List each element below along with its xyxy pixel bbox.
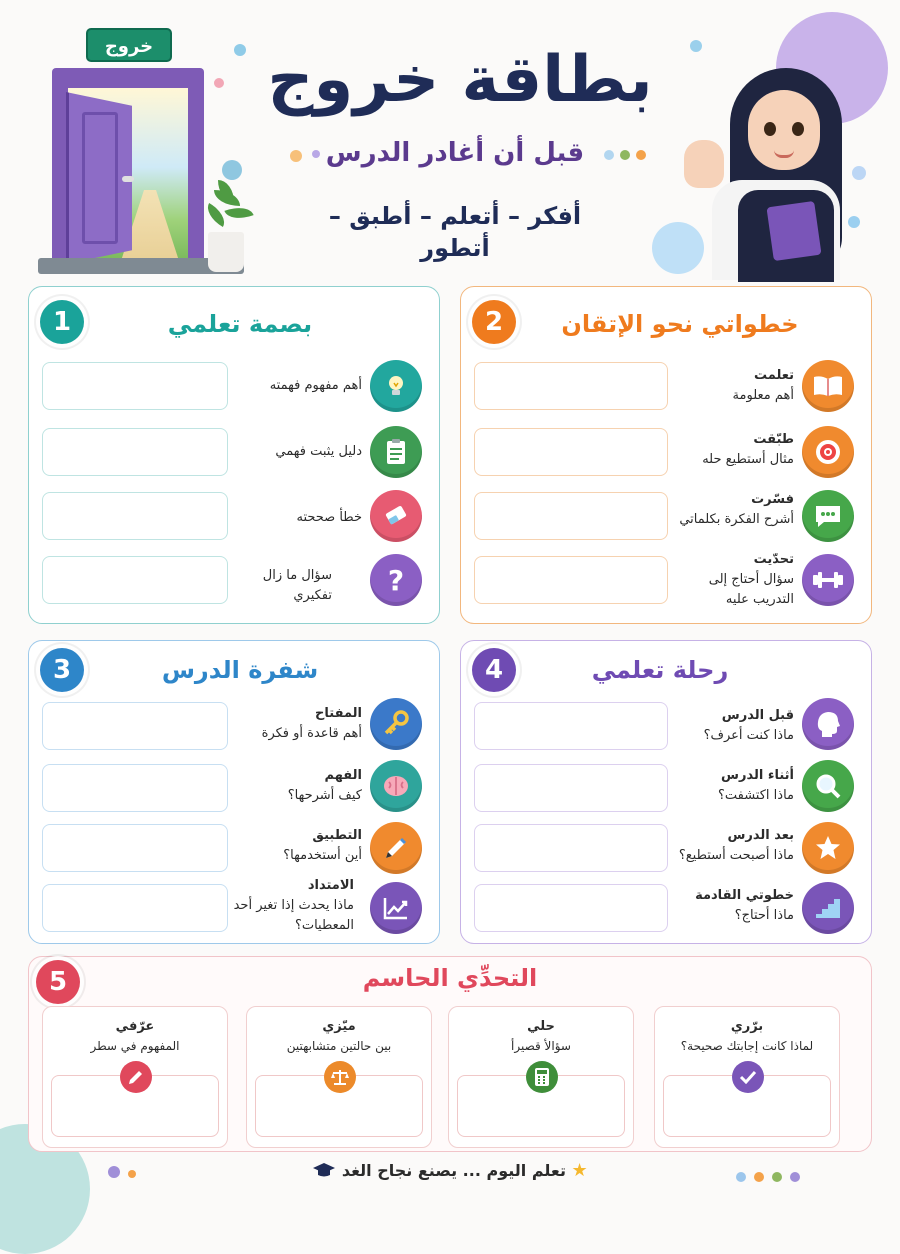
key-icon [370,698,422,750]
card-4-row-2-answer-box[interactable] [474,764,668,812]
card-1-row-3-answer-box[interactable] [42,492,228,540]
decor-dot [222,160,242,180]
decor-dot [736,1172,746,1182]
challenge-item-solve [448,1006,634,1148]
challenge-item-1-head: برّري [730,1019,764,1034]
page-title: بطاقة خروج [267,43,653,117]
question-icon: ? [370,554,422,606]
card-5-badge: 5 [36,960,80,1004]
check-icon [732,1061,764,1093]
card-2-row-3-answer-box[interactable] [474,492,668,540]
decor-dot [852,166,866,180]
card-4-row-3-answer-box[interactable] [474,824,668,872]
challenge-item-3-head: ميّزي [322,1019,356,1034]
card-3-row-1-label: المفتاح أهم قاعدة أو فكرة [261,706,362,741]
decor-dot [128,1170,136,1178]
challenge-item-3-text: بين حالتين متشابهتين [286,1039,392,1053]
card-1-title: بصمة تعلمي [167,310,313,338]
card-1-badge: 1 [40,300,84,344]
card-4-row-4-label: خطوتي القادمة ماذا أحتاج؟ [695,888,794,923]
card-1-row-1-label: أهم مفهوم فهمته [269,378,362,393]
challenge-item-1-text: لماذا كانت إجابتك صحيحة؟ [680,1039,814,1053]
dumbbell-icon [802,554,854,606]
card-4-row-4-answer-box[interactable] [474,884,668,932]
star-icon: ★ [571,1160,588,1181]
graduation-cap-icon [312,1161,336,1183]
star-icon [802,822,854,874]
lightbulb-icon [370,360,422,412]
challenge-item-2-head: حلي [527,1019,555,1034]
decor-dot [108,1166,120,1178]
card-4-title: رحلة تعلمي [591,656,729,684]
card-3-badge: 3 [40,648,84,692]
decor-dot [636,150,646,160]
card-2-row-1-answer-box[interactable] [474,362,668,410]
card-1-row-2-label: دليل يثبت فهمي [275,444,362,459]
footer-slogan [300,1160,600,1183]
stairs-icon [802,882,854,934]
card-4-row-1-label: قبل الدرس ماذا كنت أعرف؟ [703,708,794,743]
card-2-title: خطواتي نحو الإتقان [561,310,799,338]
card-2-row-4-answer-box[interactable] [474,556,668,604]
target-icon [802,426,854,478]
card-1-row-4-answer-box[interactable] [42,556,228,604]
card-1-row-1-answer-box[interactable] [42,362,228,410]
calculator-icon [526,1061,558,1093]
card-2-row-4-label: تحدّيت سؤال أحتاج إلى التدريب عليه [708,552,794,607]
card-1-row-4-label: سؤال ما زال تفكيري [262,568,332,603]
card-5-title: التحدِّي الحاسم [362,964,538,992]
brain-icon [370,760,422,812]
decor-dot [604,150,614,160]
card-3-row-2-label: الفهم كيف أشرحها؟ [287,768,362,803]
card-3-title: شفرة الدرس [161,656,319,684]
decor-dot [772,1172,782,1182]
card-2-badge: 2 [472,300,516,344]
decor-dot [290,150,302,162]
challenge-item-2-text: سؤالأ قصيرأ [511,1039,571,1053]
card-1-row-3-label: خطأ صححته [296,510,362,525]
exit-sign: خروج [86,28,172,62]
decor-dot [620,150,630,160]
page-subtitle: قبل أن أغادر الدرس [325,138,585,168]
challenge-item-4-text: المفهوم في سطر [90,1039,180,1053]
card-3-row-3-label: التطبيق أين أستخدمها؟ [283,828,362,863]
decor-dot [214,78,224,88]
page-motto: أفكر – أتعلم – أطبق – أتطور [328,202,582,262]
challenge-item-define [42,1006,228,1148]
challenge-item-justify [654,1006,840,1148]
card-2-row-1-label: تعلمت أهم معلومة [732,368,794,403]
card-2-row-2-label: طبّقت مثال أستطيع حله [702,432,794,467]
decor-dot [790,1172,800,1182]
card-3-row-3-answer-box[interactable] [42,824,228,872]
decor-circle-blue [652,222,704,274]
card-4-row-2-label: أثناء الدرس ماذا اكتشفت؟ [717,768,794,803]
decor-dot [690,40,702,52]
clipboard-icon [370,426,422,478]
card-4-row-3-label: بعد الدرس ماذا أصبحت أستطيع؟ [678,828,794,863]
decor-dot [754,1172,764,1182]
card-4-badge: 4 [472,648,516,692]
growth-chart-icon [370,882,422,934]
pencil-icon [120,1061,152,1093]
chat-icon [802,490,854,542]
decor-dot [234,44,246,56]
magnifier-icon [802,760,854,812]
eraser-icon [370,490,422,542]
book-icon [802,360,854,412]
card-3-row-2-answer-box[interactable] [42,764,228,812]
decor-dot [312,150,320,158]
card-2-row-3-label: فسّرت أشرح الفكرة بكلماتي [679,492,794,527]
footer-text: تعلم اليوم ... يصنع نجاح الغد [341,1161,566,1180]
head-icon [802,698,854,750]
scale-icon [324,1061,356,1093]
card-3-row-1-answer-box[interactable] [42,702,228,750]
challenge-item-4-head: عرّفي [115,1019,155,1034]
card-3-row-4-label: الامتداد ماذا يحدث إذا تغير أحد المعطيات؟ [233,878,354,933]
card-3-row-4-answer-box[interactable] [42,884,228,932]
pencil-icon [370,822,422,874]
card-1-row-2-answer-box[interactable] [42,428,228,476]
card-4-row-1-answer-box[interactable] [474,702,668,750]
decor-dot [848,216,860,228]
card-2-row-2-answer-box[interactable] [474,428,668,476]
challenge-item-distinguish [246,1006,432,1148]
